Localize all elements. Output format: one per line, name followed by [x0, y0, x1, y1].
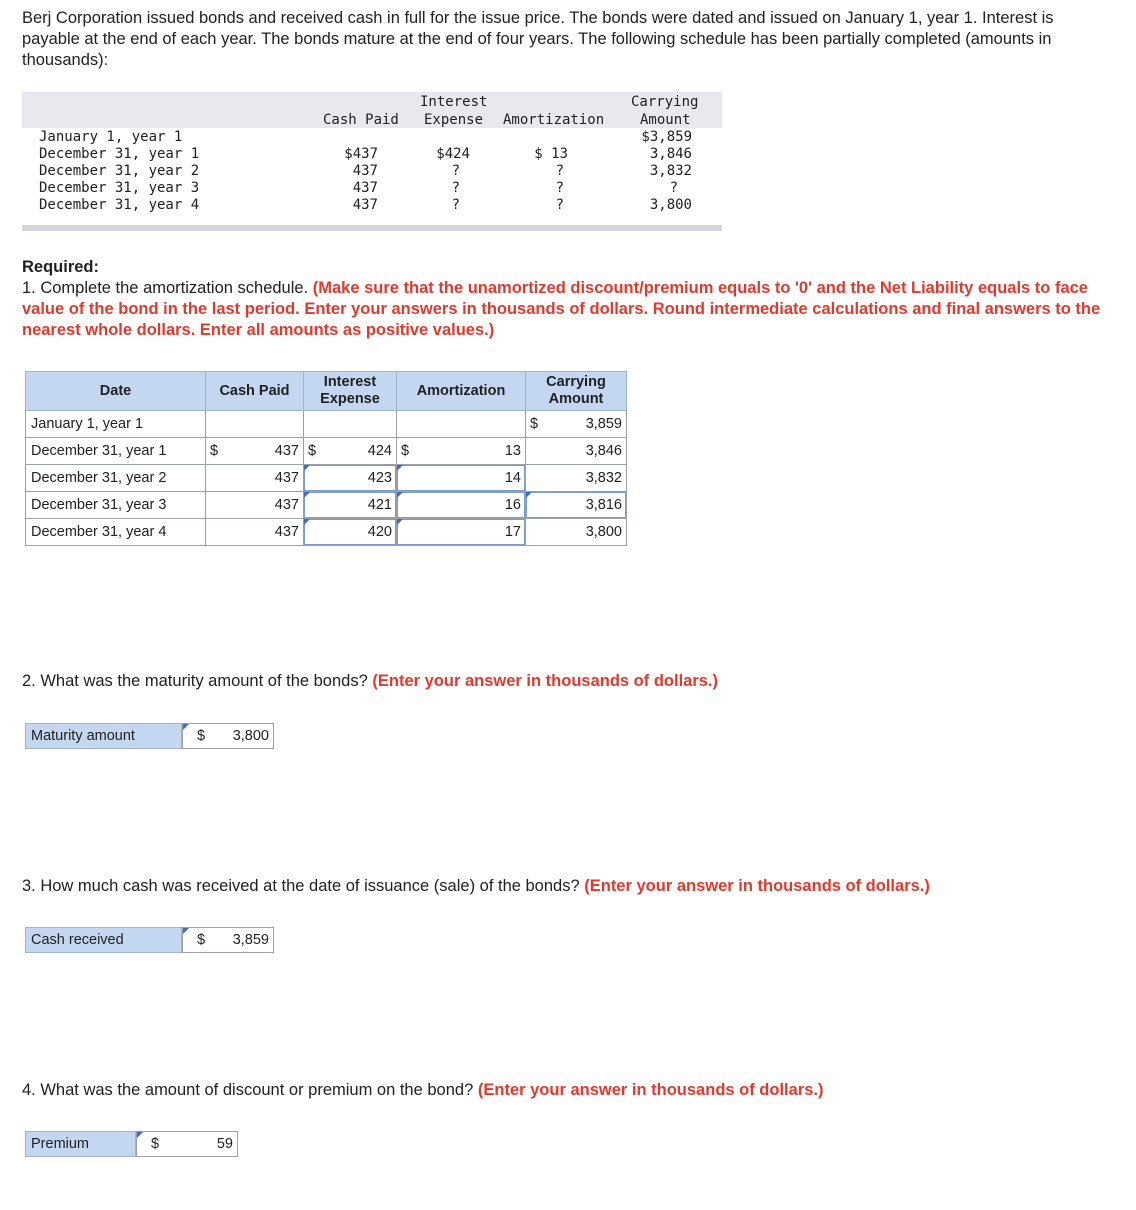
- interest-expense-cell: [304, 411, 397, 438]
- amortization-table: [25, 371, 627, 546]
- input-flag-icon: [397, 519, 403, 525]
- table-row: [26, 411, 627, 438]
- given-row-interest: ?: [451, 197, 460, 213]
- carrying-amount-cell: [526, 465, 627, 492]
- amortization-value: 17: [504, 524, 521, 540]
- currency-symbol: $: [530, 416, 539, 432]
- cash-paid-value: 437: [274, 497, 299, 513]
- table-row: [26, 519, 627, 546]
- input-flag-icon: [304, 492, 310, 498]
- currency-symbol: $: [308, 443, 317, 459]
- interest-expense-value: 421: [367, 497, 392, 513]
- cash-paid-cell: [206, 519, 304, 546]
- cash-received-label: Cash received: [25, 927, 182, 953]
- required-section: [22, 257, 1122, 341]
- given-row-amort: ?: [555, 163, 564, 179]
- amortization-value: 14: [504, 470, 521, 486]
- carrying-amount-cell: [526, 411, 627, 438]
- cash-received-row: [25, 927, 274, 953]
- cash-received-value: 3,859: [232, 932, 269, 948]
- col-header-interest-expense: Interest Expense: [304, 372, 397, 411]
- given-row-amort: $ 13: [534, 146, 568, 162]
- question-4-text: 4. What was the amount of discount or premium on the bond?: [22, 1081, 474, 1099]
- given-row-date: December 31, year 3: [39, 180, 200, 196]
- cash-paid-value: 437: [274, 524, 299, 540]
- carrying-amount-value: 3,832: [585, 470, 622, 486]
- given-row-carrying: $3,859: [641, 129, 692, 145]
- input-flag-icon: [397, 492, 403, 498]
- amortization-cell: [397, 411, 526, 438]
- given-row-date: December 31, year 2: [39, 163, 200, 179]
- question-2-text: 2. What was the maturity amount of the bonds?: [22, 672, 368, 690]
- given-schedule: [22, 92, 722, 231]
- premium-amount-value: 59: [216, 1136, 233, 1152]
- maturity-amount-input[interactable]: [182, 723, 274, 749]
- input-flag-icon: [183, 724, 189, 730]
- given-row-carrying: 3,846: [649, 146, 692, 162]
- cash-paid-cell: [206, 438, 304, 465]
- row-date: December 31, year 2: [26, 465, 206, 492]
- row-date: January 1, year 1: [26, 411, 206, 438]
- given-row-amort: ?: [555, 180, 564, 196]
- given-row-cash: 437: [352, 163, 378, 179]
- question-4-note: (Enter your answer in thousands of dollars.): [477, 1081, 824, 1099]
- carrying-amount-value: 3,859: [585, 416, 622, 432]
- table-row: [26, 465, 627, 492]
- amortization-value: 16: [504, 497, 521, 513]
- col-header-amortization: Amortization: [397, 372, 526, 411]
- table-row: [26, 492, 627, 519]
- row-date: December 31, year 3: [26, 492, 206, 519]
- carrying-amount-value: 3,800: [585, 524, 622, 540]
- input-flag-icon: [304, 465, 310, 471]
- given-row-cash: 437: [352, 197, 378, 213]
- given-row-carrying: 3,800: [649, 197, 692, 213]
- given-header-amortization: Amortization: [503, 112, 605, 128]
- cash-paid-value: 437: [274, 443, 299, 459]
- currency-symbol: $: [197, 728, 206, 744]
- input-flag-icon: [183, 928, 189, 934]
- given-row-amort: ?: [555, 197, 564, 213]
- required-item-1-note: (Make sure that the unamortized discount/premium equals to '0' and the Net Liability equals to face value of the bond in the last period. Enter your answers in thousands of dollars. Round intermediate calculations and final answers to the nearest whole dollars. Enter all amounts as positive values.): [22, 279, 1101, 339]
- given-header-carrying: Carrying: [631, 94, 699, 110]
- cash-paid-cell: [206, 465, 304, 492]
- required-heading: Required:: [22, 258, 100, 276]
- given-row-cash: $437: [344, 146, 378, 162]
- currency-symbol: $: [151, 1136, 160, 1152]
- amortization-value: 13: [504, 443, 521, 459]
- given-row-interest: ?: [451, 163, 460, 179]
- cash-received-input[interactable]: [182, 927, 274, 953]
- currency-symbol: $: [401, 443, 410, 459]
- table-row: [26, 438, 627, 465]
- carrying-amount-input[interactable]: [526, 492, 627, 519]
- carrying-amount-value: 3,816: [585, 497, 622, 513]
- cash-paid-cell: [206, 411, 304, 438]
- interest-expense-cell: [304, 438, 397, 465]
- question-3-note: (Enter your answer in thousands of dollars.): [584, 877, 930, 895]
- premium-row: [25, 1131, 238, 1157]
- interest-expense-input[interactable]: [304, 519, 397, 546]
- given-row-date: December 31, year 4: [39, 197, 200, 213]
- carrying-amount-cell: [526, 519, 627, 546]
- row-date: December 31, year 1: [26, 438, 206, 465]
- interest-expense-input[interactable]: [304, 492, 397, 519]
- input-flag-icon: [526, 492, 532, 498]
- input-flag-icon: [137, 1132, 143, 1138]
- currency-symbol: $: [210, 443, 219, 459]
- amortization-cell: [397, 438, 526, 465]
- input-flag-icon: [397, 465, 403, 471]
- col-header-cash-paid: Cash Paid: [206, 372, 304, 411]
- maturity-amount-row: [25, 723, 274, 749]
- question-3: [22, 876, 930, 897]
- question-2-note: (Enter your answer in thousands of dollars.): [372, 672, 719, 690]
- given-footer-band: [22, 225, 722, 231]
- maturity-amount-label: Maturity amount: [25, 723, 182, 749]
- given-header-cash-paid: Cash Paid: [323, 112, 399, 128]
- problem-intro: Berj Corporation issued bonds and received cash in full for the issue price. The bonds were dated and issued on January 1, year 1. Interest is payable at the end of each year. The bonds mature at the end of four years. The following schedule has been partially completed (amounts in thousands):: [22, 9, 1054, 69]
- question-3-text: 3. How much cash was received at the date of issuance (sale) of the bonds?: [22, 877, 580, 895]
- maturity-amount-value: 3,800: [232, 728, 269, 744]
- interest-expense-value: 423: [367, 470, 392, 486]
- given-row-cash: 437: [352, 180, 378, 196]
- given-row-carrying: ?: [669, 180, 678, 196]
- question-2: [22, 671, 718, 692]
- interest-expense-value: 424: [367, 443, 392, 459]
- input-flag-icon: [304, 519, 310, 525]
- currency-symbol: $: [197, 932, 206, 948]
- given-row-interest: $424: [436, 146, 470, 162]
- amortization-input[interactable]: [397, 492, 526, 519]
- carrying-amount-value: 3,846: [585, 443, 622, 459]
- given-header-amount: Amount: [640, 112, 691, 128]
- given-row-date: January 1, year 1: [39, 129, 183, 145]
- col-header-date: Date: [26, 372, 206, 411]
- given-header-interest: Interest: [420, 94, 488, 110]
- question-4: [22, 1080, 824, 1101]
- given-row-interest: ?: [451, 180, 460, 196]
- interest-expense-input[interactable]: [304, 465, 397, 492]
- premium-amount-input[interactable]: [136, 1131, 238, 1157]
- given-row-carrying: 3,832: [649, 163, 692, 179]
- given-header-expense: Expense: [424, 112, 484, 128]
- given-row-date: December 31, year 1: [39, 146, 200, 162]
- amortization-input[interactable]: [397, 465, 526, 492]
- row-date: December 31, year 4: [26, 519, 206, 546]
- cash-paid-cell: [206, 492, 304, 519]
- amortization-input[interactable]: [397, 519, 526, 546]
- col-header-carrying-amount: Carrying Amount: [526, 372, 627, 411]
- cash-paid-value: 437: [274, 470, 299, 486]
- required-item-1: 1. Complete the amortization schedule.: [22, 279, 309, 297]
- carrying-amount-cell: [526, 438, 627, 465]
- discount-premium-select[interactable]: Premium: [25, 1131, 136, 1157]
- interest-expense-value: 420: [367, 524, 392, 540]
